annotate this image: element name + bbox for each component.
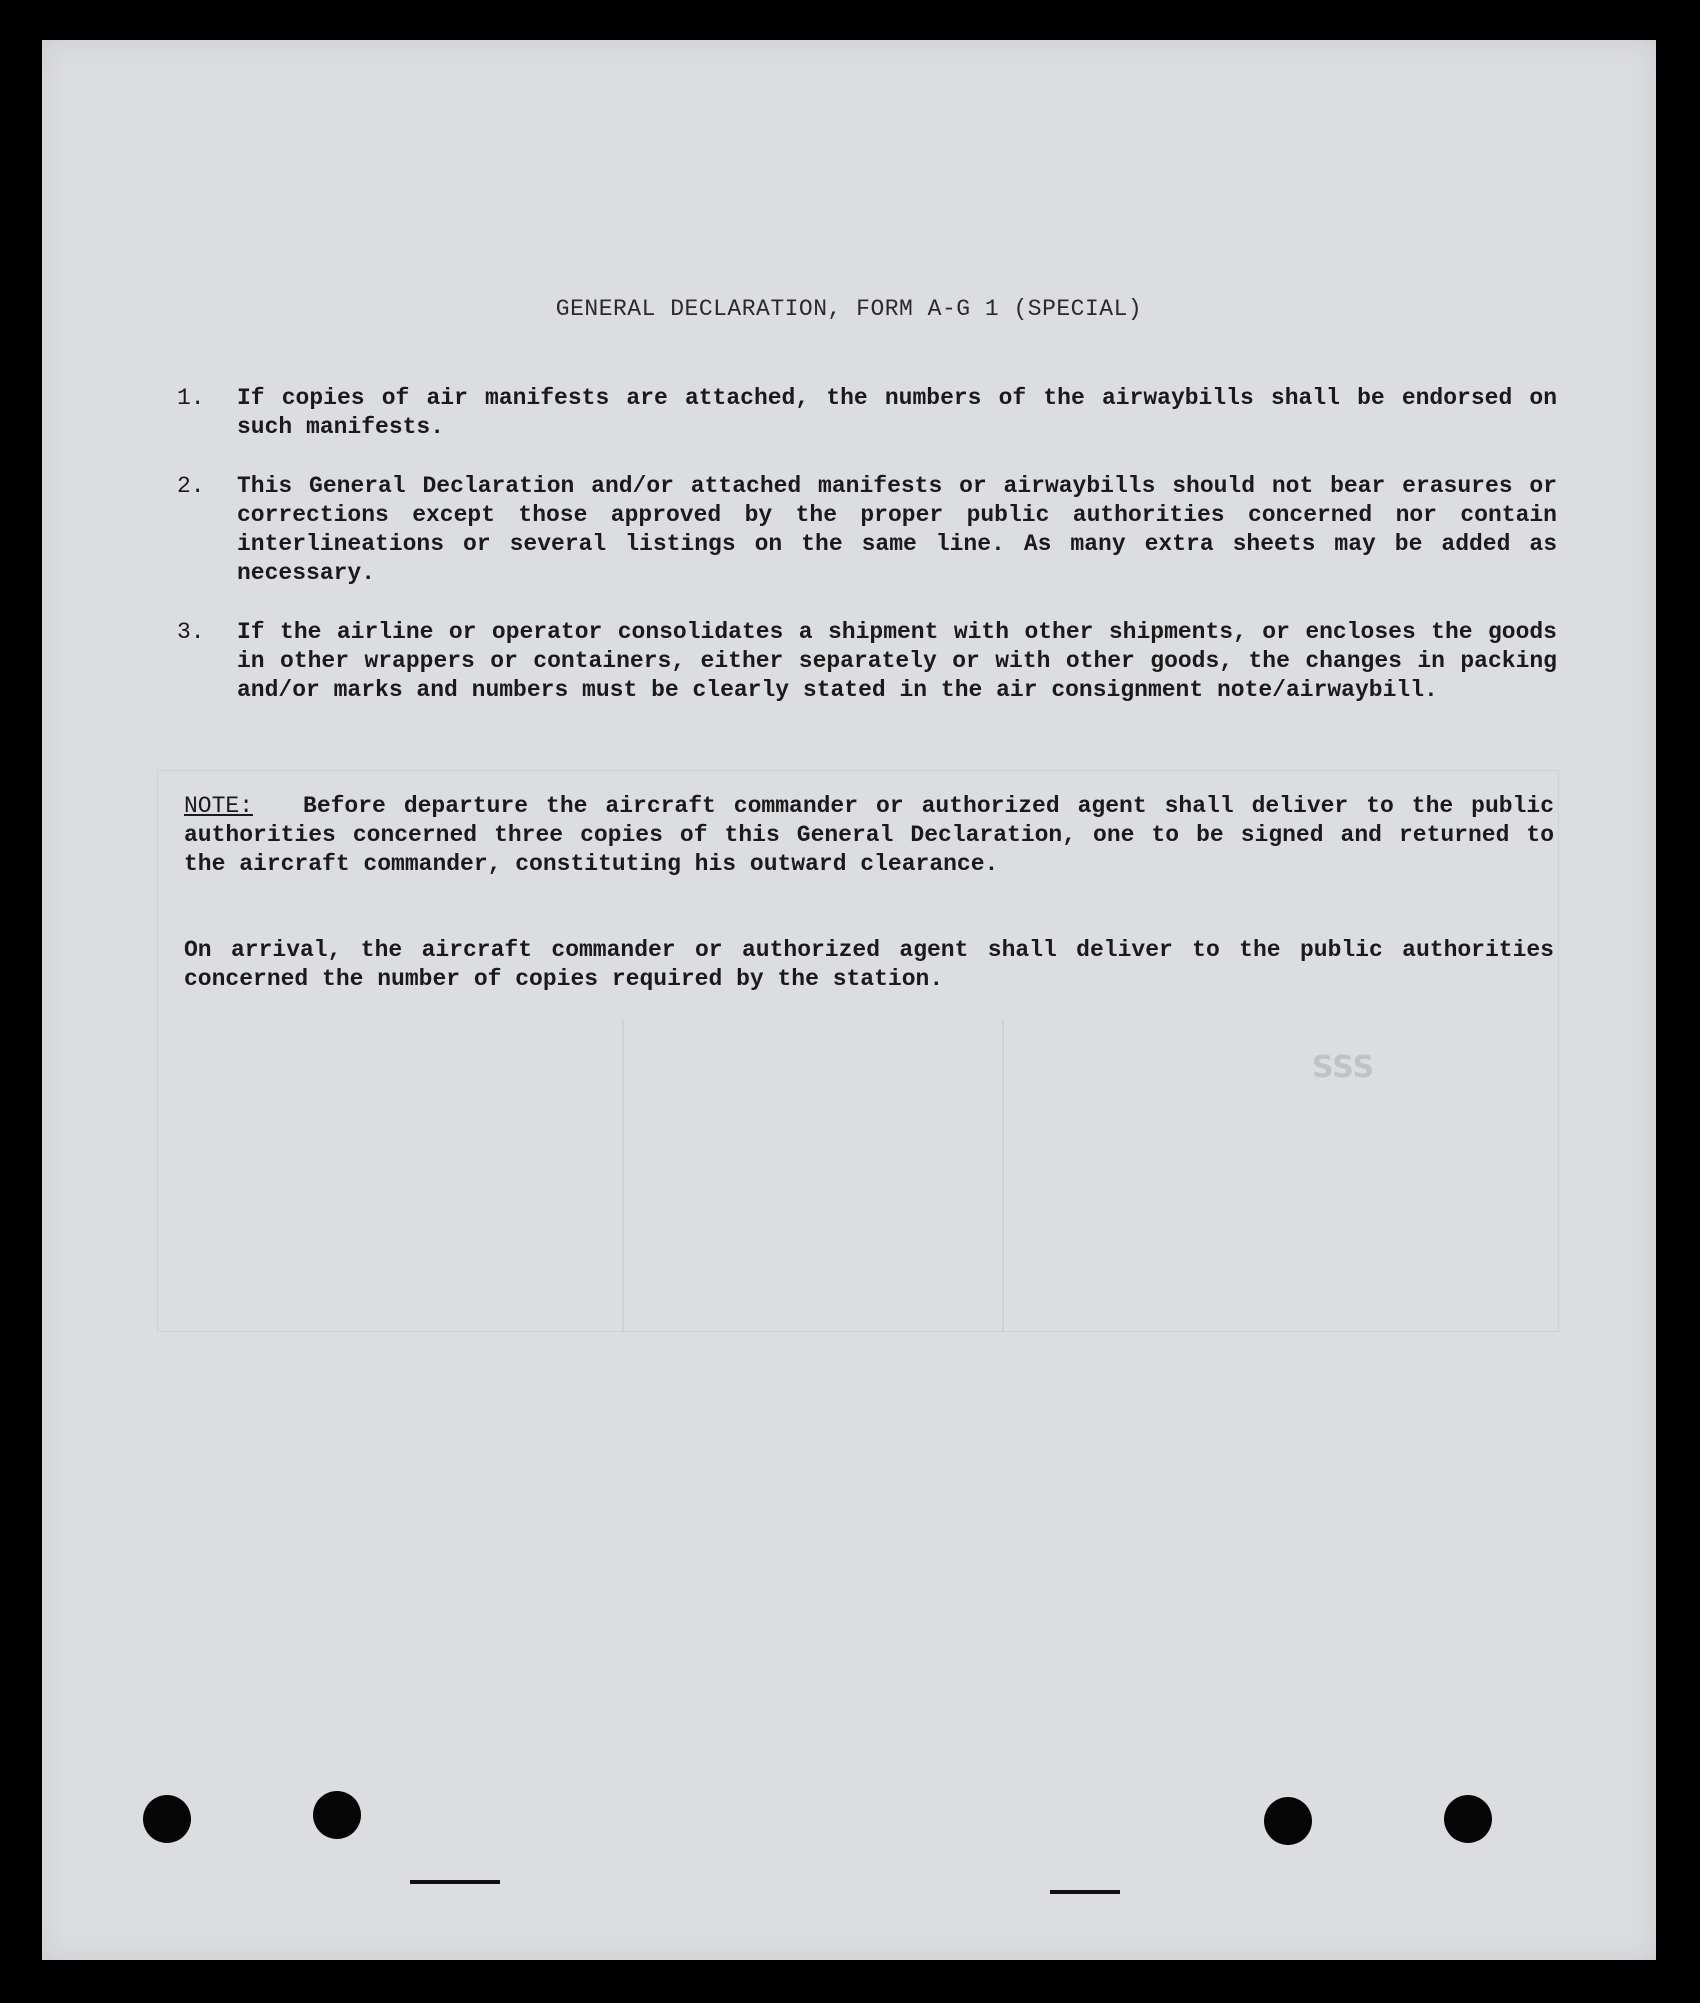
item-text: If the airline or operator consolidates a shipment with other shipments, or encloses the goods in other wrappers or containers, either separately or with other goods, the changes in packing and/or marks and numbers must be clearly stated in the air consignment note/airwaybill.	[237, 619, 1557, 703]
punch-hole	[1264, 1797, 1312, 1845]
item-number: 3.	[177, 619, 205, 645]
document-page	[42, 40, 1656, 1960]
document-body	[42, 40, 1656, 1960]
instruction-item	[177, 618, 1557, 705]
note-text: Before departure the aircraft commander or authorized agent shall deliver to the public authorities concerned three copies of this General Declaration, one to be signed and returned to the aircraft commander, constituting his outward clearance.	[184, 793, 1554, 877]
instruction-item	[177, 384, 1557, 442]
item-text: This General Declaration and/or attached manifests or airwaybills should not bear erasures or corrections except those approved by the proper public authorities concerned nor contain interlineations or several listings on the same line. As many extra sheets may be added as necessary.	[237, 473, 1557, 586]
item-number: 1.	[177, 385, 205, 411]
punch-hole	[313, 1791, 361, 1839]
note-label: NOTE:	[184, 793, 254, 819]
arrival-paragraph: On arrival, the aircraft commander or authorized agent shall deliver to the public authorities concerned the number of copies required by the station.	[184, 937, 1554, 992]
instruction-item	[177, 472, 1557, 588]
item-number: 2.	[177, 473, 205, 499]
document-title: GENERAL DECLARATION, FORM A-G 1 (SPECIAL)	[555, 296, 1143, 322]
punch-hole	[1444, 1795, 1492, 1843]
edge-mark	[1050, 1890, 1120, 1894]
note-paragraph	[184, 792, 1554, 879]
show-through-stamp: SSS	[1312, 1050, 1375, 1085]
punch-hole	[143, 1795, 191, 1843]
item-text: If copies of air manifests are attached, the numbers of the airwaybills shall be endorsed on such manifests.	[237, 385, 1557, 440]
edge-mark	[410, 1880, 500, 1884]
